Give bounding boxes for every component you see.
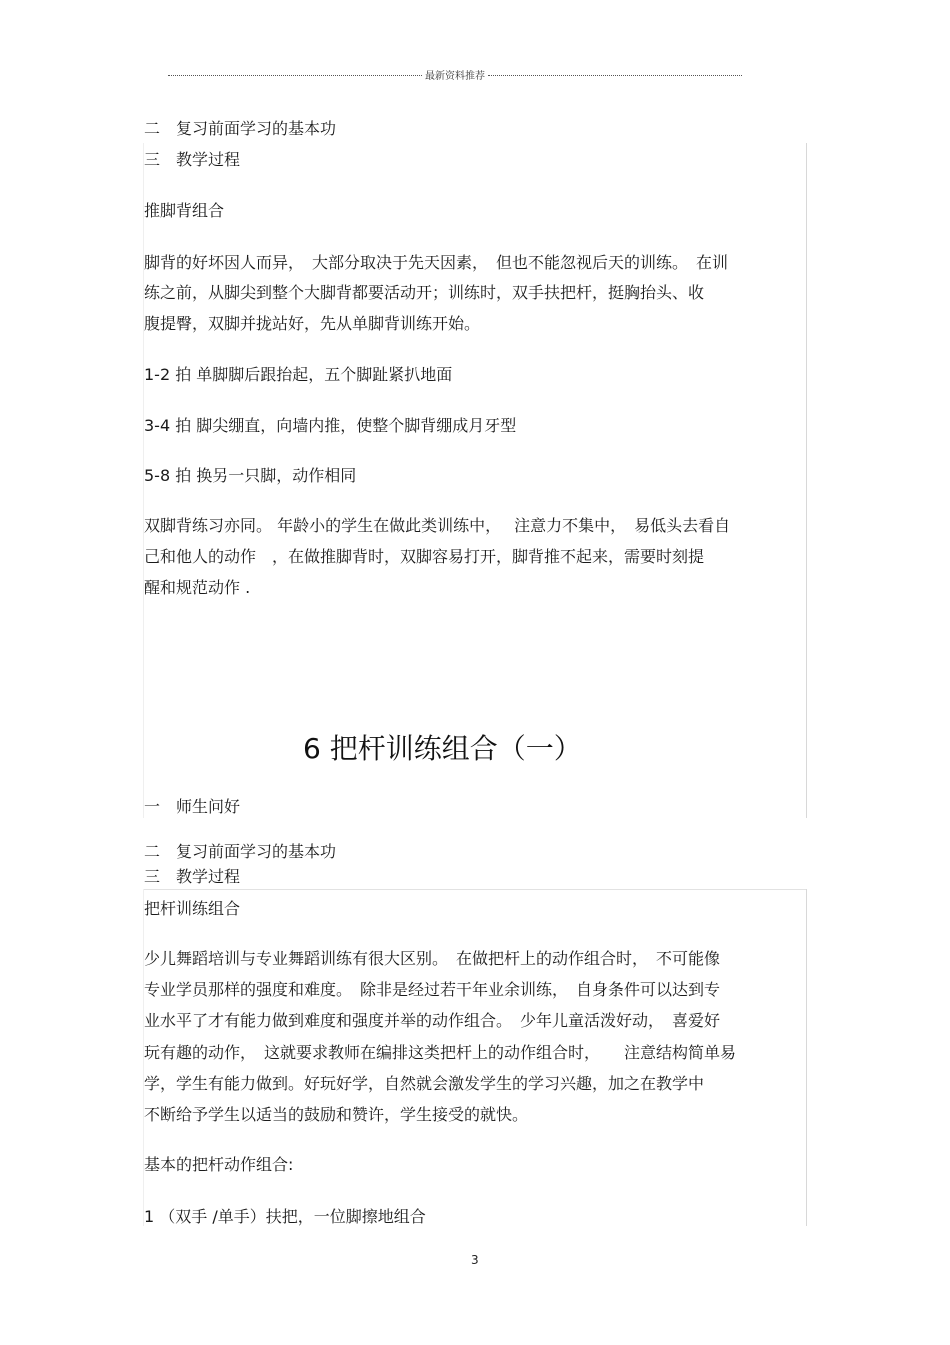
list-item-1: 一 师生问好: [144, 797, 241, 816]
chapter-title: 6 把杆训练组合（一）: [303, 732, 582, 765]
paragraph-line: 练之前，从脚尖到整个大脚背都要活动开；训练时，双手扶把杆，挺胸抬头、收: [144, 283, 705, 302]
paragraph-line: 专业学员那样的强度和难度。 除非是经过若干年业余训练， 自身条件可以达到专: [144, 980, 721, 999]
list-item-3: 三 教学过程: [144, 150, 241, 169]
beat-step-3: 5-8 拍 换另一只脚，动作相同: [144, 466, 357, 485]
beat-step-2: 3-4 拍 脚尖绷直，向墙内推，使整个脚背绷成月牙型: [144, 416, 517, 435]
paragraph-line: 醒和规范动作 .: [144, 578, 251, 597]
frame-line-right-upper: [806, 143, 807, 818]
header-text: 最新资料推荐: [425, 70, 485, 82]
paragraph-line: 玩有趣的动作， 这就要求教师在编排这类把杆上的动作组合时， 注意结构简单易: [144, 1043, 737, 1062]
list-item-3: 三 教学过程: [144, 867, 241, 886]
paragraph-line: 己和他人的动作 ，在做推脚背时，双脚容易打开，脚背推不起来，需要时刻提: [144, 547, 705, 566]
list-title: 基本的把杆动作组合:: [144, 1155, 294, 1174]
page-header: [168, 66, 742, 82]
header-dotted-rule-right: [488, 75, 742, 76]
frame-line-right-lower: [806, 889, 807, 1226]
page-number: 3: [471, 1253, 479, 1267]
list-item-2: 二 复习前面学习的基本功: [144, 842, 337, 861]
paragraph-line: 少儿舞蹈培训与专业舞蹈训练有很大区别。 在做把杆上的动作组合时， 不可能像: [144, 949, 721, 968]
section-subtitle: 把杆训练组合: [144, 899, 241, 918]
paragraph-line: 双脚背练习亦同。 年龄小的学生在做此类训练中， 注意力不集中， 易低头去看自: [144, 516, 731, 535]
section-subtitle: 推脚背组合: [144, 201, 225, 220]
paragraph-line: 脚背的好坏因人而异， 大部分取决于先天因素， 但也不能忽视后天的训练。 在训: [144, 253, 729, 272]
paragraph-line: 业水平了才有能力做到难度和强度并举的动作组合。 少年儿童活泼好动， 喜爱好: [144, 1011, 721, 1030]
beat-step-1: 1-2 拍 单脚脚后跟抬起，五个脚趾紧扒地面: [144, 365, 453, 384]
paragraph-line: 腹提臀，双脚并拢站好，先从单脚背训练开始。: [144, 314, 481, 333]
header-dotted-rule-left: [168, 75, 422, 76]
list-item-2: 二 复习前面学习的基本功: [144, 119, 337, 138]
frame-line-top-lower: [143, 889, 807, 890]
paragraph-line: 学，学生有能力做到。好玩好学，自然就会激发学生的学习兴趣，加之在教学中: [144, 1074, 705, 1093]
paragraph-line: 不断给予学生以适当的鼓励和赞许，学生接受的就快。: [144, 1105, 529, 1124]
combination-item-1: 1 （双手 /单手）扶把，一位脚擦地组合: [144, 1207, 426, 1226]
